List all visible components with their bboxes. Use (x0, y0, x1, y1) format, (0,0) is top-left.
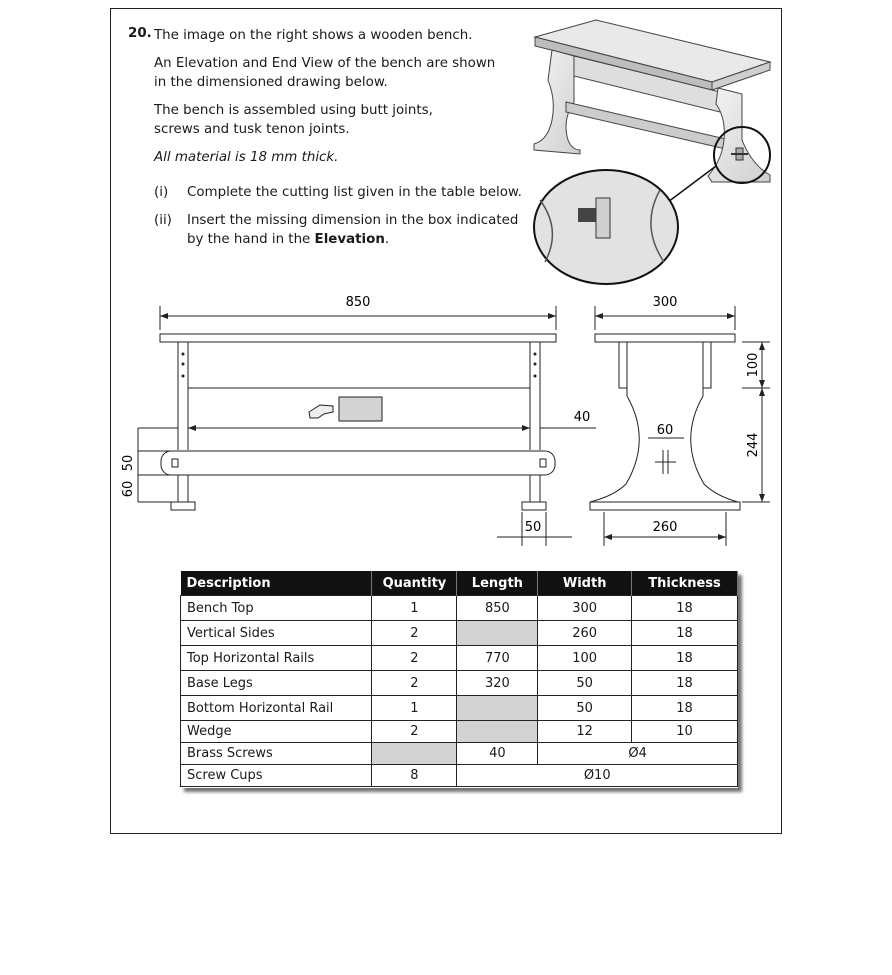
answer-cell-length[interactable] (457, 721, 538, 743)
answer-cell-length[interactable] (457, 696, 538, 721)
cell-length: 850 (457, 596, 538, 621)
dim-100: 100 (746, 352, 761, 378)
dim-50-vertical: 50 (121, 454, 136, 472)
answer-cell-length[interactable] (457, 621, 538, 646)
cell-quantity: 8 (372, 765, 457, 787)
cell-description: Brass Screws (181, 743, 372, 765)
dim-60-tenon: 60 (656, 423, 674, 438)
part-i-label: (i) (154, 185, 169, 200)
cutting-list-table (180, 571, 738, 788)
table-row (181, 696, 738, 721)
cell-quantity: 2 (372, 621, 457, 646)
cell-length: 40 (457, 743, 538, 765)
cell-description: Top Horizontal Rails (181, 646, 372, 671)
answer-cell-quantity[interactable] (372, 743, 457, 765)
cell-length: 770 (457, 646, 538, 671)
dim-60-vertical: 60 (121, 480, 136, 498)
cell-thickness: 18 (632, 596, 738, 621)
question-intro: The image on the right shows a wooden bench. (154, 28, 473, 43)
cell-description: Screw Cups (181, 765, 372, 787)
part-ii-line-2-suffix: . (384, 232, 390, 247)
dimensioned-drawing (110, 290, 782, 555)
cell-width: 260 (538, 621, 632, 646)
dim-260: 260 (652, 520, 678, 535)
header-thickness: Thickness (632, 571, 738, 596)
cell-description: Bottom Horizontal Rail (181, 696, 372, 721)
cell-width: 300 (538, 596, 632, 621)
material-note: All material is 18 mm thick. (154, 150, 339, 165)
dim-244: 244 (746, 432, 761, 458)
paragraph-2-line-1: An Elevation and End View of the bench are shown (154, 56, 496, 71)
cell-description: Bench Top (181, 596, 372, 621)
part-ii-line-2-prefix: by the hand in the (187, 232, 315, 247)
cell-quantity: 1 (372, 596, 457, 621)
header-width: Width (538, 571, 632, 596)
question-number: 20. (128, 26, 152, 41)
cell-description: Vertical Sides (181, 621, 372, 646)
cell-quantity: 2 (372, 721, 457, 743)
part-ii-text: Insert the missing dimension in the box indicated (187, 213, 519, 228)
table-row (181, 765, 738, 787)
cell-quantity: 1 (372, 696, 457, 721)
cell-thickness: 18 (632, 646, 738, 671)
cell-width: 100 (538, 646, 632, 671)
paragraph-3-line-2: screws and tusk tenon joints. (154, 122, 350, 137)
cell-description: Base Legs (181, 671, 372, 696)
cell-thickness: 10 (632, 721, 738, 743)
dim-40: 40 (573, 410, 591, 425)
part-i-text: Complete the cutting list given in the table below. (187, 185, 522, 200)
paragraph-3-line-1: The bench is assembled using butt joints, (154, 103, 433, 118)
cell-quantity: 2 (372, 646, 457, 671)
cell-quantity: 2 (372, 671, 457, 696)
cell-description: Wedge (181, 721, 372, 743)
cell-diameter: Ø4 (538, 743, 738, 765)
dim-300: 300 (652, 295, 678, 310)
table-header (181, 571, 738, 596)
part-ii-line-2 (187, 230, 389, 249)
cell-diameter: Ø10 (457, 765, 738, 787)
cell-length: 320 (457, 671, 538, 696)
dim-50-leg: 50 (524, 520, 542, 535)
bench-illustration (528, 14, 778, 289)
table-row (181, 621, 738, 646)
header-quantity: Quantity (372, 571, 457, 596)
table-row (181, 671, 738, 696)
cell-thickness: 18 (632, 621, 738, 646)
dim-850: 850 (345, 295, 371, 310)
paragraph-2-line-2: in the dimensioned drawing below. (154, 75, 388, 90)
cell-thickness: 18 (632, 696, 738, 721)
cell-width: 50 (538, 696, 632, 721)
header-description: Description (181, 571, 372, 596)
cell-width: 12 (538, 721, 632, 743)
cell-thickness: 18 (632, 671, 738, 696)
header-length: Length (457, 571, 538, 596)
table-row (181, 721, 738, 743)
table-row (181, 646, 738, 671)
part-ii-label: (ii) (154, 213, 172, 228)
table-row (181, 743, 738, 765)
cell-width: 50 (538, 671, 632, 696)
elevation-word: Elevation (314, 232, 385, 247)
table-row (181, 596, 738, 621)
